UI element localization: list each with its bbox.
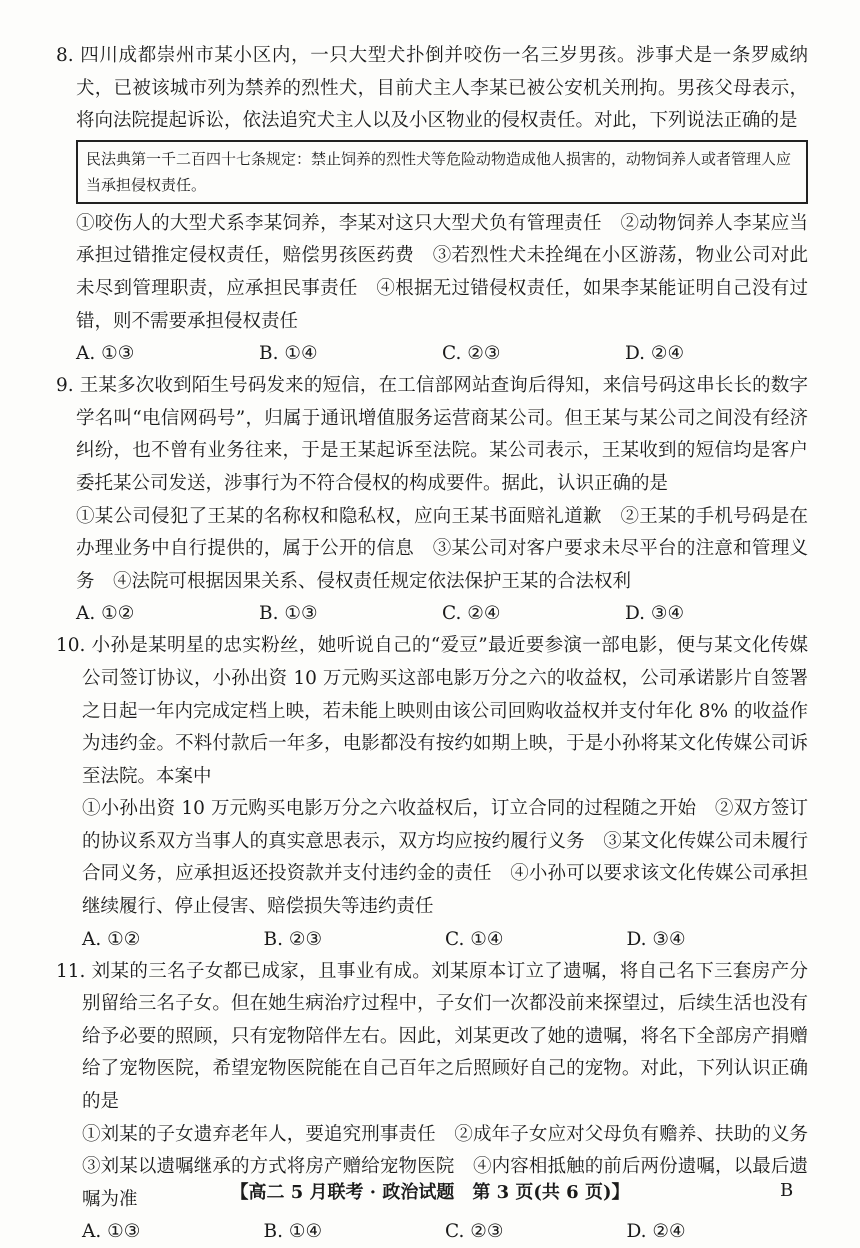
question-statements: ①小孙出资 10 万元购买电影万分之六收益权后，订立合同的过程随之开始 ②双方签订的协议系双方当事人的真实意思表示，双方均应按约履行义务 ③某文化传媒公司未履行合同义务，应承担返还投资款并支付违约金的责任 ④小孙可以要求该文化传媒公司承担继续履行、停止侵害、赔偿损失等违约责任 [82, 798, 808, 918]
question-statements: ①咬伤人的大型犬系李某饲养，李某对这只大型犬负有管理责任 ②动物饲养人李某应当承担过错推定侵权责任，赔偿男孩医药费 ③若烈性犬未拴绳在小区游荡，物业公司对此未尽到管理职责，应承担民事责任 ④根据无过错侵权责任，如果李某能证明自己没有过错，则不需要承担侵权责任 [76, 212, 808, 332]
option-b[interactable]: B. ①③ [259, 603, 318, 625]
question-stem: 11. 刘某的三名子女都已成家，且事业有成。刘某原本订立了遗嘱，将自己名下三套房产分别留给三名子女。但在她生病治疗过程中，子女们一次都没前来探望过，后续生活也没有给予必要的照顾，只有宠物陪伴左右。因此，刘某更改了她的遗嘱，将名下全部房产捐赠给了宠物医院，希望宠物医院能在自己百年之后照顾好自己的宠物。对此，下列认识正确的是 [56, 960, 808, 1113]
option-d[interactable]: D. ③④ [625, 603, 685, 625]
answer-options [56, 924, 808, 956]
question-9 [56, 370, 808, 630]
question-stem: 8. 四川成都崇州市某小区内，一只大型犬扑倒并咬伤一名三岁男孩。涉事犬是一条罗威纳犬，已被该城市列为禁养的烈性犬，目前犬主人李某已被公安机关刑拘。男孩父母表示，将向法院提起诉讼，依法追究犬主人以及小区物业的侵权责任。对此，下列说法正确的是 [56, 45, 808, 132]
option-d[interactable]: D. ②④ [625, 343, 685, 365]
option-c[interactable]: C. ①④ [445, 928, 504, 950]
paper-version-label: B [780, 1180, 794, 1201]
exam-page [56, 40, 827, 1248]
question-10 [56, 630, 808, 955]
question-11 [56, 956, 827, 1248]
option-a[interactable]: A. ①③ [76, 343, 135, 365]
option-d[interactable]: D. ②④ [626, 1221, 686, 1243]
question-stem: 9. 王某多次收到陌生号码发来的短信，在工信部网站查询后得知，来信号码这串长长的数字学名叫“电信网码号”，归属于通讯增值服务运营商某公司。但王某与某公司之间没有经济纠纷，也不曾有业务往来，于是王某起诉至法院。某公司表示，王某收到的短信均是客户委托某公司发送，涉事行为不符合侵权的构成要件。据此，认识正确的是 [56, 375, 808, 494]
option-c[interactable]: C. ②③ [442, 343, 501, 365]
question-stem: 10. 小孙是某明星的忠实粉丝，她听说自己的“爱豆”最近要参演一部电影，便与某文化传媒公司签订协议，小孙出资 10 万元购买这部电影万分之六的收益权，公司承诺影片自签署之日起一年内完成定档上映，若未能上映则由该公司回购收益权并支付年化 8% 的收益作为违约金。不料付款后一年多，电影都没有按约如期上映，于是小孙将某文化传媒公司诉至法院。本案中 [56, 635, 808, 787]
option-d[interactable]: D. ③④ [626, 928, 686, 950]
option-b[interactable]: B. ①④ [263, 1221, 323, 1243]
answer-options [56, 598, 808, 630]
option-c[interactable]: C. ②④ [442, 603, 501, 625]
option-a[interactable]: A. ①② [76, 603, 135, 625]
answer-options [56, 338, 808, 370]
option-a[interactable]: A. ①② [82, 928, 141, 950]
answer-options [56, 1216, 808, 1248]
option-b[interactable]: B. ②③ [263, 928, 323, 950]
law-quote-box: 民法典第一千二百四十七条规定：禁止饲养的烈性犬等危险动物造成他人损害的，动物饲养人或者管理人应当承担侵权责任。 [76, 140, 808, 204]
question-8 [56, 40, 808, 370]
question-statements: ①刘某的子女遗弃老年人，要追究刑事责任 ②成年子女应对父母负有赡养、扶助的义务 ③刘某以遗嘱继承的方式将房产赠给宠物医院 ④内容相抵触的前后两份遗嘱，以最后遗嘱为准 [82, 1123, 827, 1210]
question-statements: ①某公司侵犯了王某的名称权和隐私权，应向王某书面赔礼道歉 ②王某的手机号码是在办理业务中自行提供的，属于公开的信息 ③某公司对客户要求未尽平台的注意和管理义务 ④法院可根据因果关系、侵权责任规定依法保护王某的合法权利 [76, 505, 808, 592]
option-c[interactable]: C. ②③ [445, 1221, 504, 1243]
page-footer: 【高二 5 月联考 · 政治试题 第 3 页(共 6 页)】 [230, 1182, 630, 1203]
option-b[interactable]: B. ①④ [259, 343, 318, 365]
option-a[interactable]: A. ①③ [82, 1221, 141, 1243]
